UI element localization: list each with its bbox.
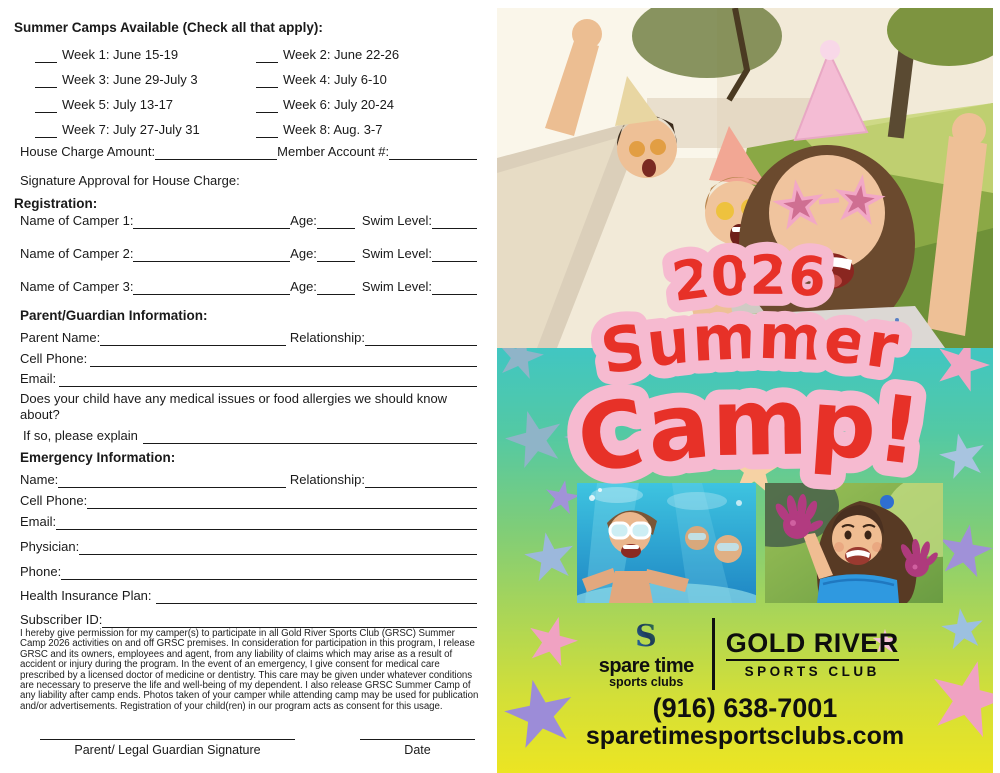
email-field[interactable] <box>56 516 477 530</box>
health-plan-label: Health Insurance Plan: <box>20 588 152 603</box>
physician-field[interactable] <box>79 541 477 555</box>
parent-name-field[interactable] <box>100 332 286 346</box>
subscriber-label: Subscriber ID: <box>20 612 103 627</box>
parent-name-label: Parent Name: <box>20 330 101 345</box>
age-field[interactable] <box>317 248 355 262</box>
physician-label: Physician: <box>20 539 80 554</box>
star-icon <box>521 528 578 583</box>
explain-row <box>23 428 477 444</box>
explain-label: If so, please explain <box>23 428 138 443</box>
logo-divider <box>712 618 715 690</box>
email-label: Email: <box>20 514 57 529</box>
name-field[interactable] <box>58 474 286 488</box>
medical-question: Does your child have any medical issues or food allergies we should know about? <box>20 391 448 422</box>
phone-field[interactable] <box>61 566 477 580</box>
week-option-4[interactable] <box>256 72 477 88</box>
house-charge-row <box>20 144 477 160</box>
house-charge-field[interactable] <box>155 146 277 160</box>
checkbox-blank-line[interactable] <box>256 99 278 113</box>
checkbox-blank-line[interactable] <box>35 99 57 113</box>
age-label: Age: <box>290 279 317 294</box>
date-field[interactable] <box>360 726 475 740</box>
member-account-field[interactable] <box>389 146 477 160</box>
signature-block <box>14 726 477 758</box>
cell-phone-label: Cell Phone: <box>20 351 88 366</box>
swim-level-label: Swim Level: <box>361 279 432 294</box>
date-label: Date <box>404 743 431 757</box>
health-plan-row <box>20 588 477 604</box>
parent-cell-row <box>20 351 477 367</box>
flyer-panel <box>497 8 993 773</box>
gold-river-logo <box>725 627 899 679</box>
guardian-signature-label: Parent/ Legal Guardian Signature <box>74 743 261 757</box>
form-heading: Summer Camps Available (Check all that apply): <box>14 20 323 35</box>
camper-name-label: Name of Camper 1: <box>20 213 134 228</box>
guardian-signature-field[interactable] <box>40 726 295 740</box>
email-label: Email: <box>20 371 57 386</box>
brand-row <box>497 618 993 690</box>
emergency-cell-row <box>20 493 477 509</box>
camper-name-label: Name of Camper 3: <box>20 279 134 294</box>
camper-name-label: Name of Camper 2: <box>20 246 134 261</box>
svg-text:Camp! <box>570 368 927 495</box>
camper-3-row <box>20 279 477 295</box>
checkbox-blank-line[interactable] <box>256 49 278 63</box>
week-option-2[interactable] <box>256 47 477 63</box>
week-option-1[interactable] <box>35 47 256 63</box>
swim-level-field[interactable] <box>432 248 477 262</box>
camper-name-field[interactable] <box>133 248 290 262</box>
registration-form <box>14 20 479 757</box>
week-option-3[interactable] <box>35 72 256 88</box>
cell-phone-field[interactable] <box>87 495 477 509</box>
explain-field[interactable] <box>143 430 477 444</box>
camper-2-row <box>20 246 477 262</box>
flyer-title <box>569 240 927 502</box>
week-label: Week 7: July 27-July 31 <box>62 122 200 137</box>
emergency-name-row <box>20 472 477 488</box>
week-label: Week 1: June 15-19 <box>62 47 179 62</box>
club-sub: SPORTS CLUB <box>744 663 880 679</box>
week-label: Week 3: June 29-July 3 <box>62 72 198 87</box>
phone-label: Phone: <box>20 564 62 579</box>
spare-time-s-icon <box>631 620 661 652</box>
parent-section-heading: Parent/Guardian Information: <box>20 308 208 323</box>
camper-name-field[interactable] <box>133 215 290 229</box>
star-icon <box>935 520 993 579</box>
cell-phone-field[interactable] <box>90 353 477 367</box>
svg-text:S: S <box>635 619 658 652</box>
swim-level-field[interactable] <box>432 281 477 295</box>
flyer-title-line1: 2026 <box>668 243 829 314</box>
week-option-6[interactable] <box>256 97 477 113</box>
relationship-label: Relationship: <box>289 472 365 487</box>
parent-email-row <box>20 371 477 387</box>
flyer-title-line2: Summer <box>595 299 903 389</box>
checkbox-blank-line[interactable] <box>35 74 57 88</box>
contact-block <box>497 694 993 749</box>
signature-approval-label: Signature Approval for House Charge: <box>20 173 240 188</box>
swim-level-field[interactable] <box>432 215 477 229</box>
week-option-8[interactable] <box>256 122 477 138</box>
spare-time-name: spare time <box>598 654 694 677</box>
flyer-title-line3: Camp! <box>569 368 927 496</box>
camper-name-field[interactable] <box>133 281 290 295</box>
legal-text: I hereby give permission for my camper(s) to participate in all Gold River Sports Club (GRSC) Summer Camp 2026 activities on and off GRSC premises. In consideration for participation in this program, I release GRSC and its owners, employees and agent, from any liability of claims which may arise as a result of accident or injury during the program. In the event of an emergency, I give consent for medical care prescribed by a licensed doctor of medicine or dentistry. This care may be given under whatever conditions are necessary to preserve the life and well-being of my dependent. I also release GRSC Summer Camp of any liability after camp ends. Photos taken of your camper while attending camp may be used for publication and/or advertisements. Registration of your child(ren) in our program acts as consent for this usage. <box>20 628 479 712</box>
week-label: Week 6: July 20-24 <box>283 97 395 112</box>
age-label: Age: <box>290 213 317 228</box>
star-icon <box>930 348 993 395</box>
registration-heading: Registration: <box>14 196 98 211</box>
emergency-heading: Emergency Information: <box>20 450 176 465</box>
phone-row <box>20 564 477 580</box>
camper-1-row <box>20 213 477 229</box>
week-options <box>35 47 477 138</box>
spare-time-logo <box>591 620 701 689</box>
week-label: Week 2: June 22-26 <box>283 47 400 62</box>
physician-row <box>20 539 477 555</box>
parent-name-row <box>20 330 477 346</box>
star-icon <box>500 404 569 471</box>
name-label: Name: <box>20 472 59 487</box>
week-label: Week 4: July 6-10 <box>283 72 387 87</box>
week-option-5[interactable] <box>35 97 256 113</box>
star-icon <box>936 429 990 481</box>
phone-number: (916) 638-7001 <box>652 693 838 723</box>
checkbox-blank-line[interactable] <box>35 49 57 63</box>
checkbox-blank-line[interactable] <box>35 124 57 138</box>
checkbox-blank-line[interactable] <box>256 124 278 138</box>
house-charge-label: House Charge Amount: <box>20 144 156 159</box>
website-url: sparetimesportsclubs.com <box>585 722 905 750</box>
subscriber-field[interactable] <box>102 614 477 628</box>
email-field[interactable] <box>59 373 477 387</box>
health-plan-field[interactable] <box>156 590 477 604</box>
age-field[interactable] <box>317 215 355 229</box>
age-field[interactable] <box>317 281 355 295</box>
week-label: Week 5: July 13-17 <box>62 97 174 112</box>
spare-time-sub: sports clubs <box>609 674 684 689</box>
swim-level-label: Swim Level: <box>361 246 432 261</box>
star-icon <box>497 348 547 381</box>
week-label: Week 8: Aug. 3-7 <box>283 122 383 137</box>
member-account-label: Member Account #: <box>277 144 390 159</box>
age-label: Age: <box>290 246 317 261</box>
subscriber-row <box>20 612 477 628</box>
checkbox-blank-line[interactable] <box>256 74 278 88</box>
club-name: GOLD RIVER <box>726 630 899 661</box>
emergency-email-row <box>20 514 477 530</box>
week-option-7[interactable] <box>35 122 256 138</box>
swim-level-label: Swim Level: <box>361 213 432 228</box>
relationship-label: Relationship: <box>289 330 365 345</box>
relationship-field[interactable] <box>365 332 477 346</box>
relationship-field[interactable] <box>365 474 477 488</box>
cell-phone-label: Cell Phone: <box>20 493 88 508</box>
